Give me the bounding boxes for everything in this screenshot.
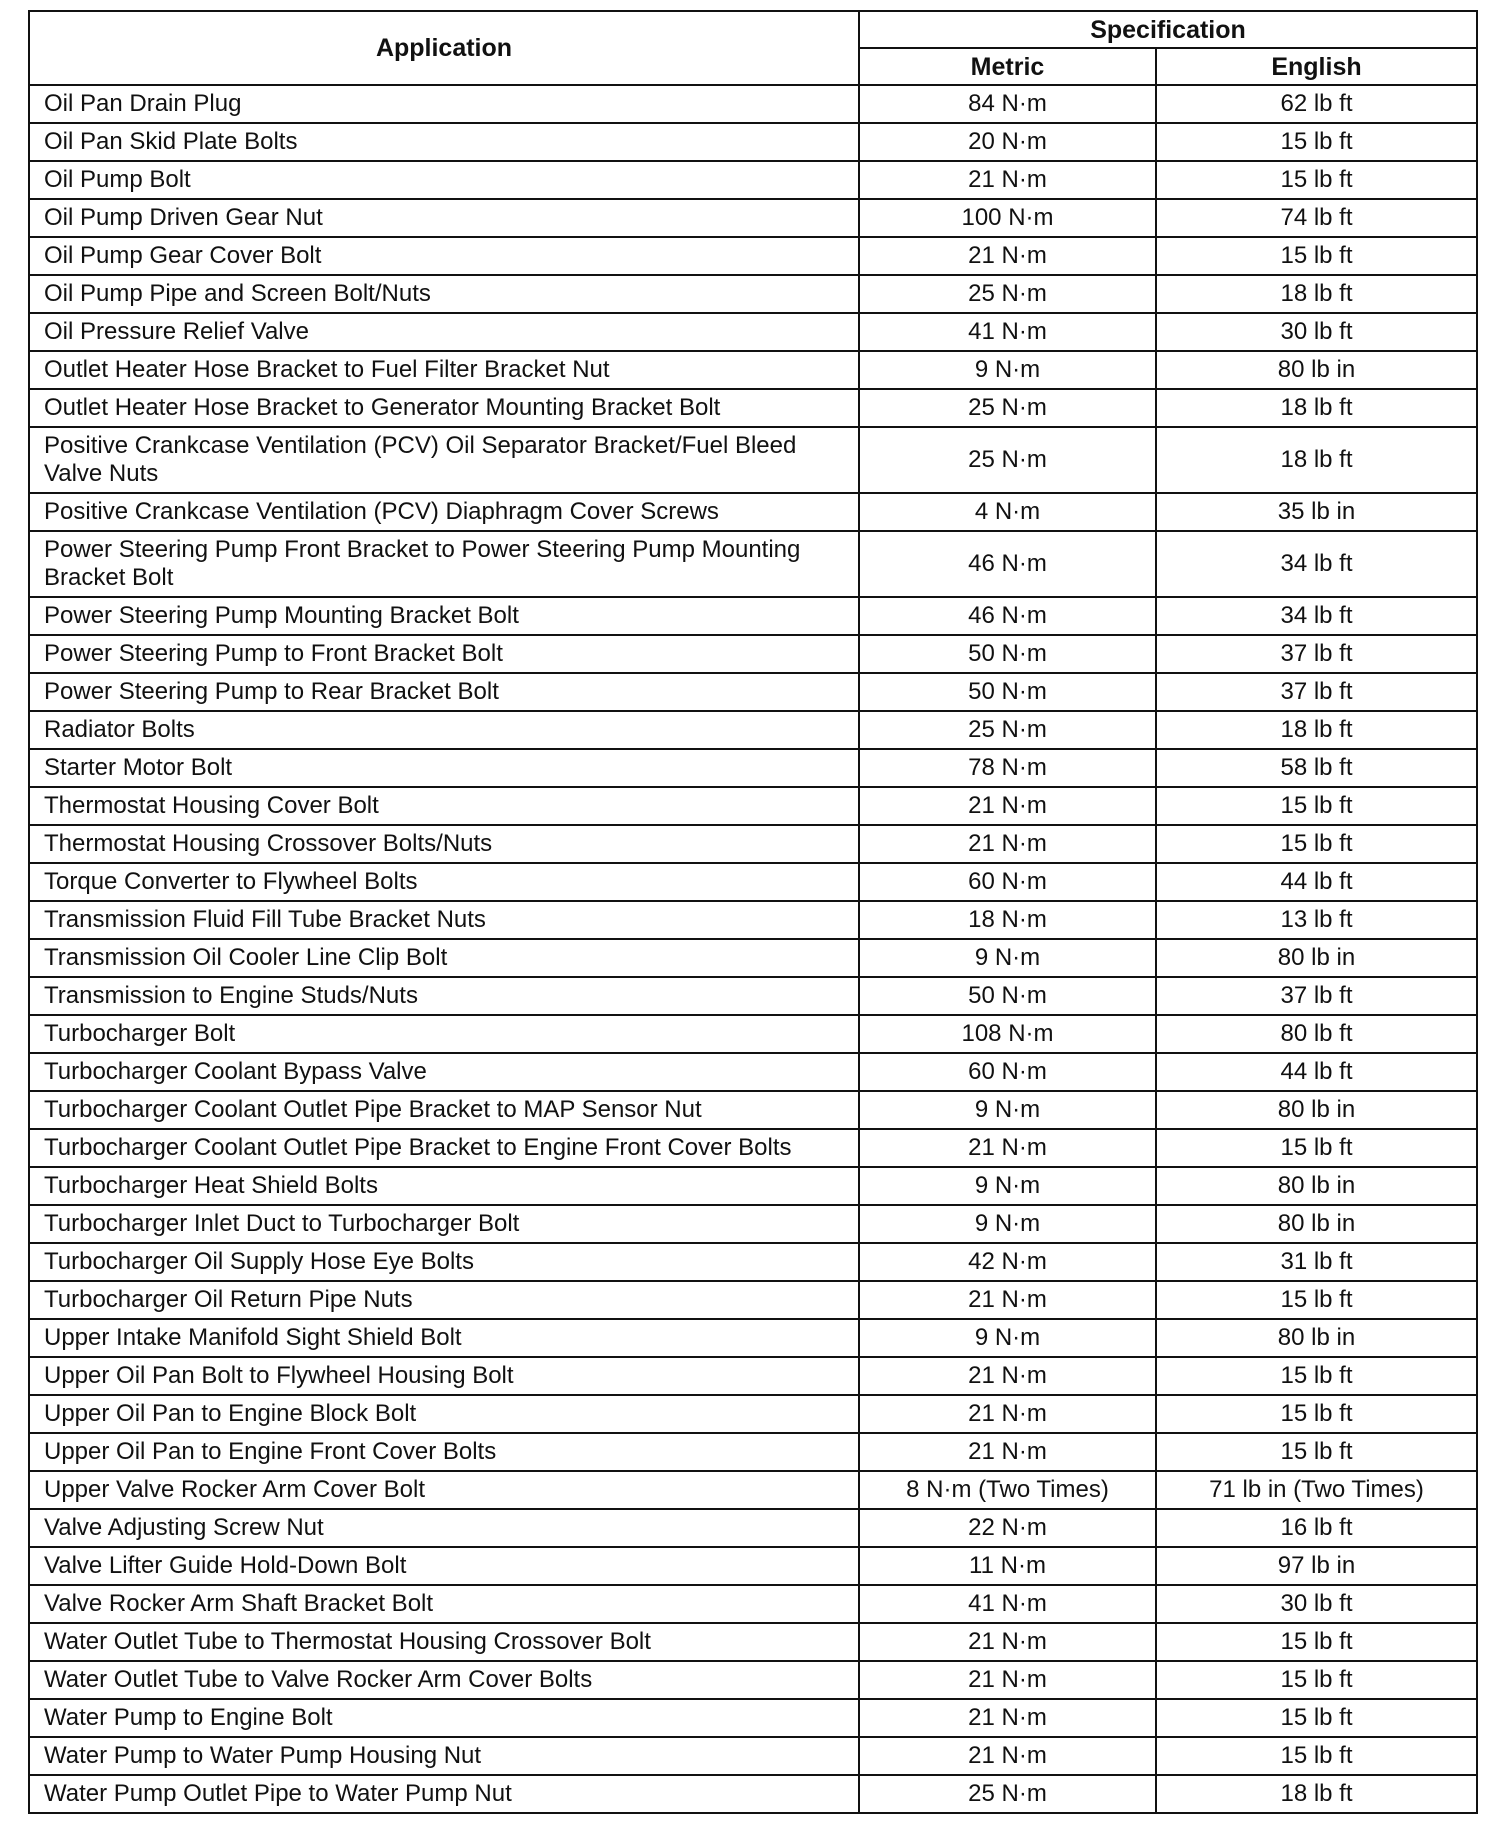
english-value-cell: 34 lb ft xyxy=(1156,597,1477,635)
metric-value-cell: 21 N·m xyxy=(859,1129,1156,1167)
application-cell: Upper Valve Rocker Arm Cover Bolt xyxy=(29,1471,859,1509)
application-cell: Oil Pump Gear Cover Bolt xyxy=(29,237,859,275)
application-cell: Valve Lifter Guide Hold-Down Bolt xyxy=(29,1547,859,1585)
metric-value-cell: 46 N·m xyxy=(859,531,1156,597)
metric-value-cell: 21 N·m xyxy=(859,1433,1156,1471)
english-value-cell: 37 lb ft xyxy=(1156,673,1477,711)
english-value-cell: 15 lb ft xyxy=(1156,1699,1477,1737)
english-value-cell: 15 lb ft xyxy=(1156,123,1477,161)
application-cell: Turbocharger Coolant Outlet Pipe Bracket to MAP Sensor Nut xyxy=(29,1091,859,1129)
table-row xyxy=(29,1319,1477,1357)
application-cell: Valve Rocker Arm Shaft Bracket Bolt xyxy=(29,1585,859,1623)
english-value-cell: 18 lb ft xyxy=(1156,275,1477,313)
table-row xyxy=(29,901,1477,939)
application-cell: Oil Pump Bolt xyxy=(29,161,859,199)
metric-value-cell: 60 N·m xyxy=(859,1053,1156,1091)
table-row xyxy=(29,1699,1477,1737)
application-cell: Oil Pan Drain Plug xyxy=(29,85,859,123)
english-column-header: English xyxy=(1156,48,1477,85)
english-value-cell: 16 lb ft xyxy=(1156,1509,1477,1547)
table-row xyxy=(29,275,1477,313)
table-row xyxy=(29,427,1477,493)
application-cell: Water Outlet Tube to Thermostat Housing Crossover Bolt xyxy=(29,1623,859,1661)
metric-value-cell: 60 N·m xyxy=(859,863,1156,901)
metric-value-cell: 21 N·m xyxy=(859,161,1156,199)
metric-value-cell: 25 N·m xyxy=(859,711,1156,749)
application-cell: Power Steering Pump Mounting Bracket Bolt xyxy=(29,597,859,635)
application-cell: Transmission Oil Cooler Line Clip Bolt xyxy=(29,939,859,977)
table-row xyxy=(29,1775,1477,1813)
table-row xyxy=(29,1661,1477,1699)
application-cell: Valve Adjusting Screw Nut xyxy=(29,1509,859,1547)
metric-value-cell: 50 N·m xyxy=(859,673,1156,711)
metric-value-cell: 21 N·m xyxy=(859,237,1156,275)
english-value-cell: 18 lb ft xyxy=(1156,427,1477,493)
application-cell: Water Outlet Tube to Valve Rocker Arm Cover Bolts xyxy=(29,1661,859,1699)
application-cell: Radiator Bolts xyxy=(29,711,859,749)
application-cell: Turbocharger Oil Supply Hose Eye Bolts xyxy=(29,1243,859,1281)
metric-value-cell: 20 N·m xyxy=(859,123,1156,161)
metric-value-cell: 25 N·m xyxy=(859,275,1156,313)
table-header xyxy=(29,11,1477,85)
table-row xyxy=(29,161,1477,199)
application-cell: Transmission Fluid Fill Tube Bracket Nuts xyxy=(29,901,859,939)
table-row xyxy=(29,863,1477,901)
torque-spec-table-container xyxy=(28,10,1476,1814)
metric-column-header: Metric xyxy=(859,48,1156,85)
metric-value-cell: 46 N·m xyxy=(859,597,1156,635)
table-row xyxy=(29,1167,1477,1205)
metric-value-cell: 41 N·m xyxy=(859,313,1156,351)
table-row xyxy=(29,635,1477,673)
metric-value-cell: 22 N·m xyxy=(859,1509,1156,1547)
english-value-cell: 80 lb in xyxy=(1156,1167,1477,1205)
table-row xyxy=(29,1243,1477,1281)
table-row xyxy=(29,825,1477,863)
application-cell: Turbocharger Coolant Outlet Pipe Bracket to Engine Front Cover Bolts xyxy=(29,1129,859,1167)
english-value-cell: 31 lb ft xyxy=(1156,1243,1477,1281)
metric-value-cell: 78 N·m xyxy=(859,749,1156,787)
application-cell: Turbocharger Heat Shield Bolts xyxy=(29,1167,859,1205)
table-row xyxy=(29,711,1477,749)
metric-value-cell: 9 N·m xyxy=(859,1319,1156,1357)
table-row xyxy=(29,1205,1477,1243)
english-value-cell: 15 lb ft xyxy=(1156,1623,1477,1661)
table-row xyxy=(29,1585,1477,1623)
english-value-cell: 15 lb ft xyxy=(1156,1395,1477,1433)
metric-value-cell: 50 N·m xyxy=(859,977,1156,1015)
table-row xyxy=(29,787,1477,825)
english-value-cell: 74 lb ft xyxy=(1156,199,1477,237)
english-value-cell: 80 lb in xyxy=(1156,1205,1477,1243)
table-row xyxy=(29,389,1477,427)
english-value-cell: 15 lb ft xyxy=(1156,1357,1477,1395)
english-value-cell: 15 lb ft xyxy=(1156,787,1477,825)
english-value-cell: 80 lb in xyxy=(1156,939,1477,977)
english-value-cell: 58 lb ft xyxy=(1156,749,1477,787)
english-value-cell: 18 lb ft xyxy=(1156,711,1477,749)
metric-value-cell: 9 N·m xyxy=(859,1167,1156,1205)
english-value-cell: 15 lb ft xyxy=(1156,1281,1477,1319)
table-row xyxy=(29,351,1477,389)
english-value-cell: 71 lb in (Two Times) xyxy=(1156,1471,1477,1509)
english-value-cell: 15 lb ft xyxy=(1156,1433,1477,1471)
table-row xyxy=(29,85,1477,123)
english-value-cell: 80 lb ft xyxy=(1156,1015,1477,1053)
table-row xyxy=(29,749,1477,787)
english-value-cell: 15 lb ft xyxy=(1156,1661,1477,1699)
application-cell: Oil Pump Driven Gear Nut xyxy=(29,199,859,237)
metric-value-cell: 4 N·m xyxy=(859,493,1156,531)
application-cell: Water Pump Outlet Pipe to Water Pump Nut xyxy=(29,1775,859,1813)
specification-column-header: Specification xyxy=(859,11,1477,48)
table-row xyxy=(29,123,1477,161)
english-value-cell: 35 lb in xyxy=(1156,493,1477,531)
table-row xyxy=(29,673,1477,711)
metric-value-cell: 21 N·m xyxy=(859,1623,1156,1661)
english-value-cell: 80 lb in xyxy=(1156,351,1477,389)
application-cell: Turbocharger Oil Return Pipe Nuts xyxy=(29,1281,859,1319)
application-cell: Positive Crankcase Ventilation (PCV) Diaphragm Cover Screws xyxy=(29,493,859,531)
application-cell: Power Steering Pump Front Bracket to Power Steering Pump Mounting Bracket Bolt xyxy=(29,531,859,597)
table-row xyxy=(29,1053,1477,1091)
table-row xyxy=(29,1471,1477,1509)
application-cell: Transmission to Engine Studs/Nuts xyxy=(29,977,859,1015)
torque-spec-table xyxy=(28,10,1478,1814)
metric-value-cell: 25 N·m xyxy=(859,1775,1156,1813)
metric-value-cell: 108 N·m xyxy=(859,1015,1156,1053)
table-row xyxy=(29,1547,1477,1585)
application-cell: Upper Oil Pan to Engine Block Bolt xyxy=(29,1395,859,1433)
application-cell: Thermostat Housing Cover Bolt xyxy=(29,787,859,825)
english-value-cell: 34 lb ft xyxy=(1156,531,1477,597)
table-row xyxy=(29,199,1477,237)
metric-value-cell: 18 N·m xyxy=(859,901,1156,939)
metric-value-cell: 84 N·m xyxy=(859,85,1156,123)
english-value-cell: 37 lb ft xyxy=(1156,977,1477,1015)
table-row xyxy=(29,1091,1477,1129)
metric-value-cell: 21 N·m xyxy=(859,787,1156,825)
application-cell: Upper Intake Manifold Sight Shield Bolt xyxy=(29,1319,859,1357)
metric-value-cell: 21 N·m xyxy=(859,1661,1156,1699)
metric-value-cell: 21 N·m xyxy=(859,1737,1156,1775)
application-cell: Water Pump to Engine Bolt xyxy=(29,1699,859,1737)
metric-value-cell: 50 N·m xyxy=(859,635,1156,673)
metric-value-cell: 25 N·m xyxy=(859,389,1156,427)
english-value-cell: 80 lb in xyxy=(1156,1091,1477,1129)
application-column-header: Application xyxy=(29,11,859,85)
table-row xyxy=(29,1623,1477,1661)
table-row xyxy=(29,1395,1477,1433)
table-row xyxy=(29,1129,1477,1167)
application-cell: Oil Pump Pipe and Screen Bolt/Nuts xyxy=(29,275,859,313)
metric-value-cell: 21 N·m xyxy=(859,1395,1156,1433)
application-cell: Oil Pan Skid Plate Bolts xyxy=(29,123,859,161)
metric-value-cell: 25 N·m xyxy=(859,427,1156,493)
table-row xyxy=(29,237,1477,275)
application-cell: Outlet Heater Hose Bracket to Generator Mounting Bracket Bolt xyxy=(29,389,859,427)
english-value-cell: 15 lb ft xyxy=(1156,825,1477,863)
metric-value-cell: 21 N·m xyxy=(859,1699,1156,1737)
table-row xyxy=(29,977,1477,1015)
english-value-cell: 44 lb ft xyxy=(1156,1053,1477,1091)
metric-value-cell: 21 N·m xyxy=(859,1281,1156,1319)
metric-value-cell: 8 N·m (Two Times) xyxy=(859,1471,1156,1509)
table-row xyxy=(29,1281,1477,1319)
application-cell: Torque Converter to Flywheel Bolts xyxy=(29,863,859,901)
metric-value-cell: 11 N·m xyxy=(859,1547,1156,1585)
table-row xyxy=(29,597,1477,635)
table-row xyxy=(29,531,1477,597)
header-row-top xyxy=(29,11,1477,48)
application-cell: Positive Crankcase Ventilation (PCV) Oil Separator Bracket/Fuel Bleed Valve Nuts xyxy=(29,427,859,493)
table-row xyxy=(29,493,1477,531)
english-value-cell: 15 lb ft xyxy=(1156,1129,1477,1167)
application-cell: Starter Motor Bolt xyxy=(29,749,859,787)
application-cell: Power Steering Pump to Front Bracket Bolt xyxy=(29,635,859,673)
metric-value-cell: 21 N·m xyxy=(859,1357,1156,1395)
metric-value-cell: 9 N·m xyxy=(859,939,1156,977)
english-value-cell: 15 lb ft xyxy=(1156,237,1477,275)
table-row xyxy=(29,1357,1477,1395)
application-cell: Outlet Heater Hose Bracket to Fuel Filter Bracket Nut xyxy=(29,351,859,389)
metric-value-cell: 100 N·m xyxy=(859,199,1156,237)
english-value-cell: 18 lb ft xyxy=(1156,389,1477,427)
english-value-cell: 80 lb in xyxy=(1156,1319,1477,1357)
table-row xyxy=(29,1015,1477,1053)
english-value-cell: 44 lb ft xyxy=(1156,863,1477,901)
application-cell: Turbocharger Inlet Duct to Turbocharger Bolt xyxy=(29,1205,859,1243)
table-row xyxy=(29,1737,1477,1775)
application-cell: Turbocharger Coolant Bypass Valve xyxy=(29,1053,859,1091)
application-cell: Upper Oil Pan Bolt to Flywheel Housing Bolt xyxy=(29,1357,859,1395)
table-row xyxy=(29,1509,1477,1547)
english-value-cell: 97 lb in xyxy=(1156,1547,1477,1585)
application-cell: Thermostat Housing Crossover Bolts/Nuts xyxy=(29,825,859,863)
metric-value-cell: 9 N·m xyxy=(859,351,1156,389)
english-value-cell: 18 lb ft xyxy=(1156,1775,1477,1813)
application-cell: Power Steering Pump to Rear Bracket Bolt xyxy=(29,673,859,711)
metric-value-cell: 9 N·m xyxy=(859,1091,1156,1129)
english-value-cell: 13 lb ft xyxy=(1156,901,1477,939)
metric-value-cell: 9 N·m xyxy=(859,1205,1156,1243)
english-value-cell: 15 lb ft xyxy=(1156,1737,1477,1775)
table-row xyxy=(29,313,1477,351)
english-value-cell: 30 lb ft xyxy=(1156,1585,1477,1623)
metric-value-cell: 21 N·m xyxy=(859,825,1156,863)
application-cell: Oil Pressure Relief Valve xyxy=(29,313,859,351)
table-row xyxy=(29,1433,1477,1471)
english-value-cell: 15 lb ft xyxy=(1156,161,1477,199)
english-value-cell: 37 lb ft xyxy=(1156,635,1477,673)
application-cell: Water Pump to Water Pump Housing Nut xyxy=(29,1737,859,1775)
table-row xyxy=(29,939,1477,977)
table-body xyxy=(29,85,1477,1813)
application-cell: Upper Oil Pan to Engine Front Cover Bolts xyxy=(29,1433,859,1471)
english-value-cell: 30 lb ft xyxy=(1156,313,1477,351)
english-value-cell: 62 lb ft xyxy=(1156,85,1477,123)
application-cell: Turbocharger Bolt xyxy=(29,1015,859,1053)
metric-value-cell: 41 N·m xyxy=(859,1585,1156,1623)
metric-value-cell: 42 N·m xyxy=(859,1243,1156,1281)
